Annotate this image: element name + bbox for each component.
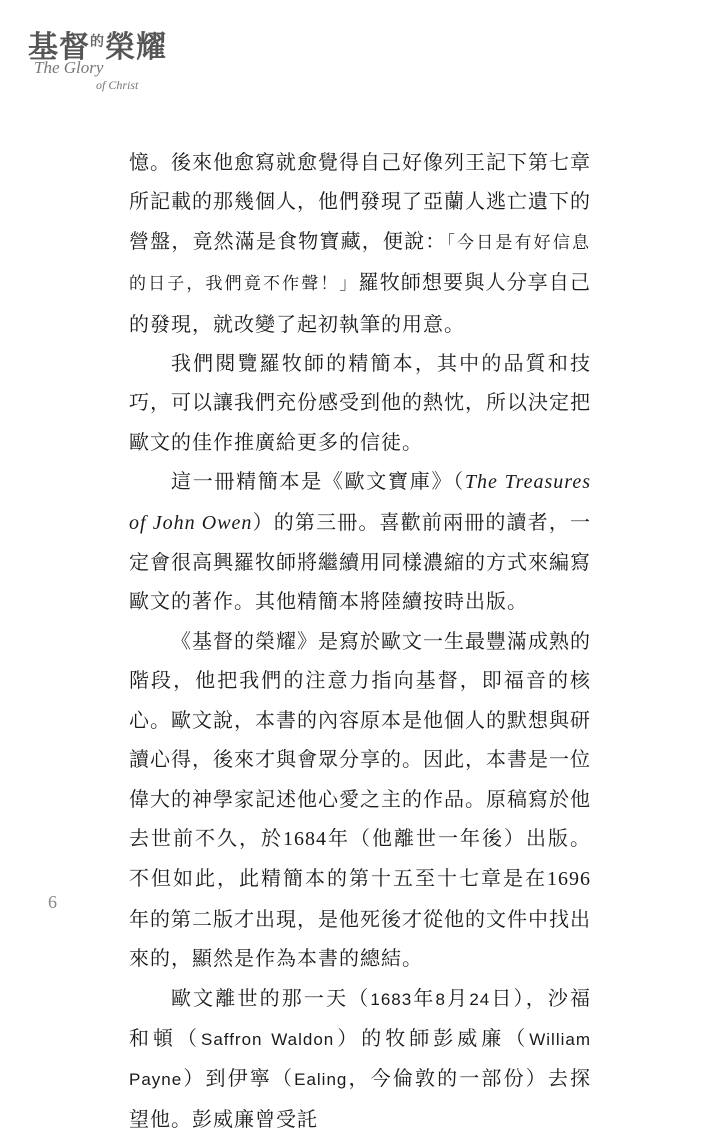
body-text — [129, 143, 591, 1139]
book-header-logo — [28, 22, 188, 92]
paragraph-4: 《基督的榮耀》是寫於歐文一生最豐滿成熟的階段，他把我們的注意力指向基督，即福音的核心。歐文說，本書的內容原本是他個人的默想與研讀心得，後來才與會眾分享的。因此，本書是一位偉大的神學家記述他心愛之主的作品。原稿寫於他去世前不久，於1684年（他離世一年後）出版。不但如此，此精簡本的第十五至十七章是在1696年的第二版才出現，是他死後才從他的文件中找出來的，顯然是作為本書的總結。 — [129, 628, 591, 971]
logo-english-line2: of Christ — [96, 78, 139, 92]
name-william-payne: William Payne — [129, 1029, 591, 1090]
year-1696: 1696 — [547, 868, 591, 891]
paragraph-5: 歐文離世的那一天（1683年8月24日），沙福和頓（Saffron Waldon）的牧師彭威廉（William Payne）到伊寧（Ealing，今倫敦的一部份）去探望他。彭威廉曾受託 — [129, 985, 592, 1131]
paragraph-2: 我們閱覽羅牧師的精簡本，其中的品質和技巧，可以讓我們充份感受到他的熱忱，所以決定把歐文的佳作推廣給更多的信徒。 — [129, 351, 591, 454]
scripture-quote: 「今日是有好信息的日子，我們竟不作聲！」 — [129, 232, 592, 295]
name-ealing: Ealing — [294, 1070, 348, 1090]
name-saffron-waldon: Saffron Waldon — [201, 1029, 335, 1049]
paragraph-3: 這一冊精簡本是《歐文寶庫》（The Treasures of John Owen）的第三冊。喜歡前兩冊的讀者，一定會很高興羅牧師將繼續用同樣濃縮的方式來編寫歐文的著作。其他精簡本將陸續按時出版。 — [129, 469, 592, 614]
logo-english-line1: The Glory — [34, 58, 104, 77]
year-1684: 1684 — [283, 827, 327, 850]
english-book-title: The Treasures of John Owen — [129, 471, 592, 534]
logo-chinese-title: 基督$^的$榮耀 — [28, 30, 167, 65]
logo-particle: 的 — [90, 34, 105, 50]
page-number: 6 — [48, 892, 57, 912]
paragraph-1: 憶。後來他愈寫就愈覺得自己好像列王記下第七章所記載的那幾個人，他們發現了亞蘭人逃亡遺下的營盤，竟然滿是食物寶藏，便說：「今日是有好信息的日子，我們竟不作聲！」羅牧師想要與人分享自己的發現，就改變了起初執筆的用意。 — [129, 150, 592, 336]
